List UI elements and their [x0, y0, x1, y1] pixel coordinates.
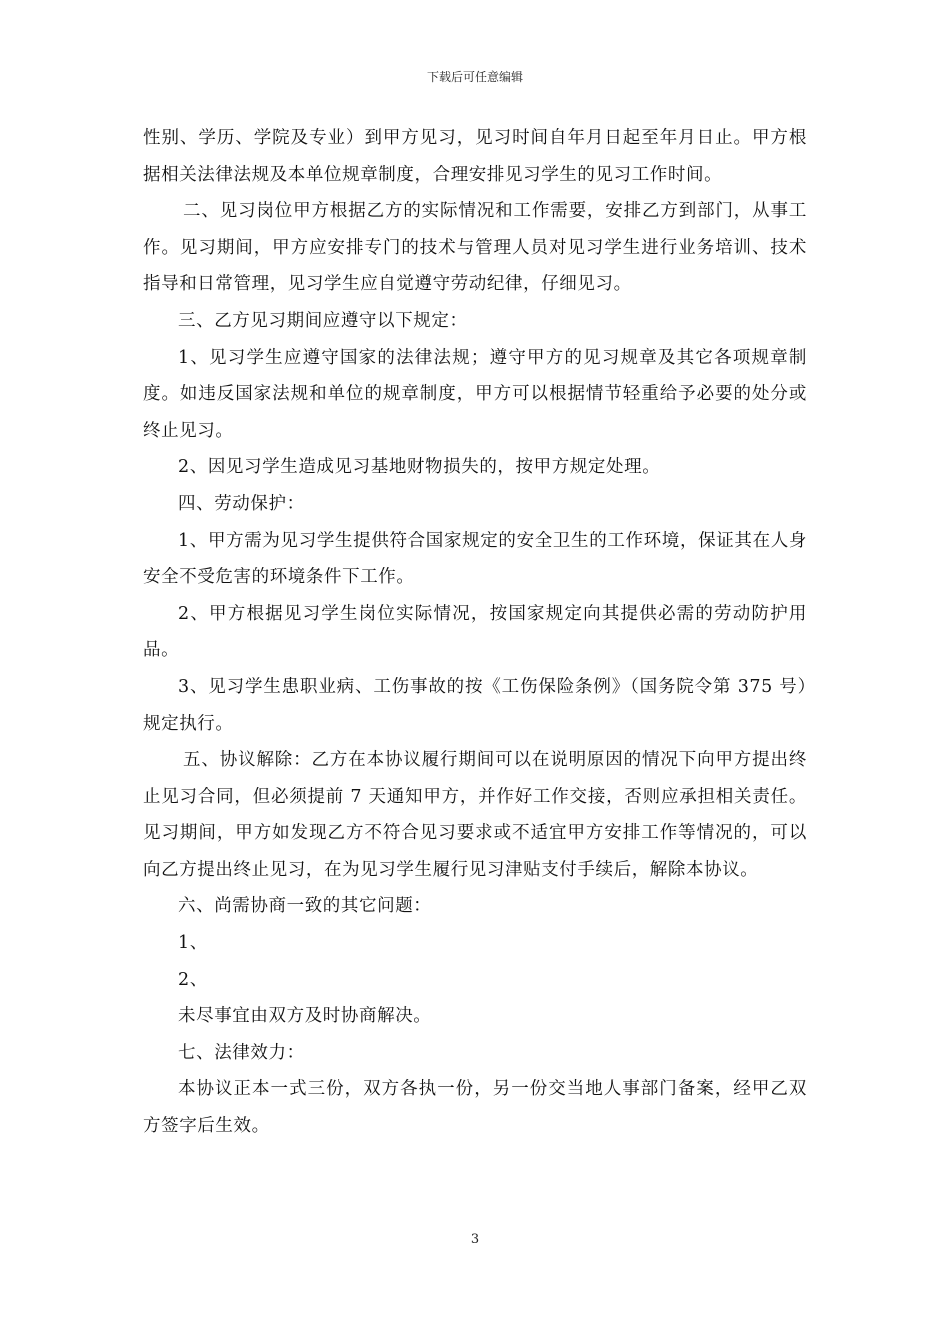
paragraph: 1、甲方需为见习学生提供符合国家规定的安全卫生的工作环境，保证其在人身安全不受危害的环境条件下工作。	[143, 530, 807, 588]
paragraph: 四、劳动保护：	[178, 493, 305, 514]
paragraph: 五、协议解除：乙方在本协议履行期间可以在说明原因的情况下向甲方提出终止见习合同，但必须提前 7 天通知甲方，并作好工作交接，否则应承担相关责任。见习期间，甲方如发现乙方不符合见习要求或不适宜甲方安排工作等情况的，可以向乙方提出终止见习，在为见习学生履行见习津贴支付手续后，解除本协议。	[143, 750, 807, 880]
paragraph: 二、见习岗位甲方根据乙方的实际情况和工作需要，安排乙方到部门，从事工作。见习期间，甲方应安排专门的技术与管理人员对见习学生进行业务培训、技术指导和日常管理，见习学生应自觉遵守劳动纪律，仔细见习。	[143, 201, 807, 295]
paragraph: 三、乙方见习期间应遵守以下规定：	[178, 310, 468, 331]
paragraph: 2、	[178, 969, 208, 990]
paragraph: 3、见习学生患职业病、工伤事故的按《工伤保险条例》（国务院令第 375 号）规定执行。	[143, 676, 807, 734]
paragraph: 未尽事宜由双方及时协商解决。	[178, 1006, 432, 1027]
paragraph: 本协议正本一式三份，双方各执一份，另一份交当地人事部门备案，经甲乙双方签字后生效。	[143, 1079, 807, 1137]
paragraph: 六、尚需协商一致的其它问题：	[178, 896, 432, 917]
paragraph: 1、见习学生应遵守国家的法律法规；遵守甲方的见习规章及其它各项规章制度。如违反国家法规和单位的规章制度，甲方可以根据情节轻重给予必要的处分或终止见习。	[143, 347, 807, 441]
paragraph: 1、	[178, 933, 208, 954]
paragraph: 七、法律效力：	[178, 1042, 305, 1063]
paragraph: 2、因见习学生造成见习基地财物损失的，按甲方规定处理。	[178, 457, 661, 478]
document-body	[143, 120, 807, 1145]
page-number: 3	[470, 1232, 480, 1247]
page-header: 下载后可任意编辑	[426, 70, 523, 84]
paragraph: 2、甲方根据见习学生岗位实际情况，按国家规定向其提供必需的劳动防护用品。	[143, 603, 807, 661]
paragraph: 性别、学历、学院及专业）到甲方见习，见习时间自年月日起至年月日止。甲方根据相关法律法规及本单位规章制度，合理安排见习学生的见习工作时间。	[143, 128, 807, 185]
